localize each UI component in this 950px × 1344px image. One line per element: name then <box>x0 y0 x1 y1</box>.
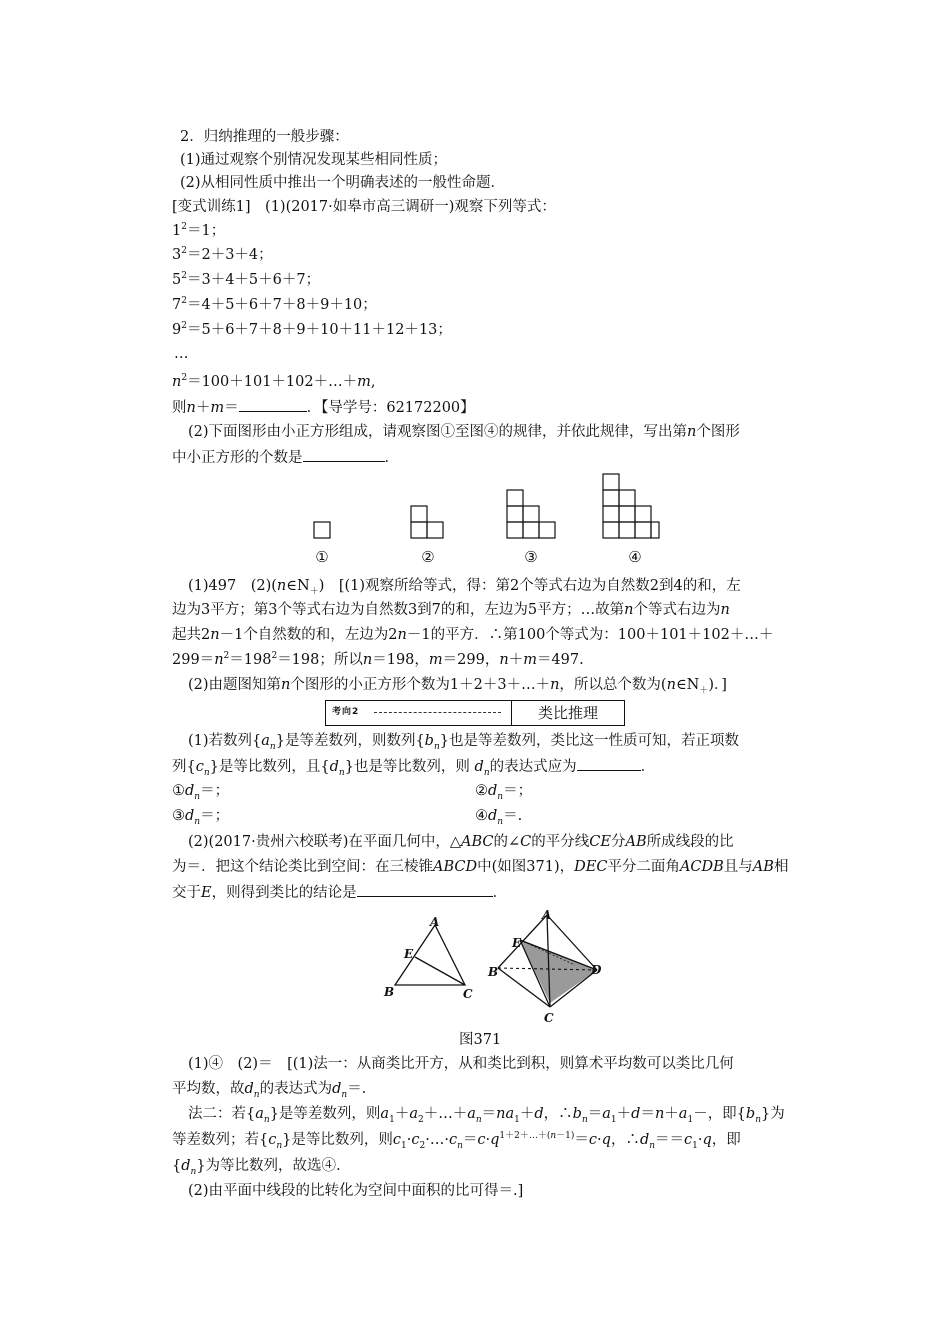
analogy-q1-line2: 列$\{c_n\}$是等比数列，且$\{d_n\}$也是等比数列，则 $d_n$的表达式应为 ． <box>172 756 655 777</box>
label-d-tetra: D <box>591 963 602 977</box>
label-a-triangle: A <box>430 915 440 929</box>
figure-label-2: ② <box>421 548 435 566</box>
section-tag: 考向2 <box>332 707 360 717</box>
equation-nth: $n^2=100+101+102+\dots+m$, <box>172 373 376 390</box>
equation-1: $1^2=1$； <box>172 222 226 239</box>
equation-5: $9^2=5+6+7+8+9+10+11+12+13$； <box>172 321 452 338</box>
option-2: $②d_n=$； <box>475 783 533 802</box>
answer-blank <box>239 397 307 412</box>
answer-b-line5: $\{d_n\}$为等比数列，故选④. <box>172 1158 341 1177</box>
answer-line-1: (1)497 $(2)(n\in N_+)$ [(1)观察所给等式，得：第2个等式右边为自然数2到4的和，左 <box>188 578 741 597</box>
label-a-tetra: A <box>542 908 552 922</box>
option-4: $④d_n=$. <box>475 808 523 827</box>
step-1: (1)通过观察个别情况发现某些相同性质； <box>180 152 448 168</box>
figure-label-1: ① <box>315 548 329 566</box>
question-2-line1: (2)下面图形由小正方形组成，请观察图①至图④的规律，并依此规律，写出第n个图形 <box>188 424 740 440</box>
section-divider <box>374 712 501 713</box>
label-e-tetra: E <box>512 936 522 950</box>
answer-blank <box>577 756 641 771</box>
answer-b-line2: 平均数，故$d_n$的表达式为$d_n=$. <box>172 1081 367 1100</box>
answer-blank <box>357 882 493 897</box>
analogy-q1-line1: (1)若数列$\{a_n\}$是等差数列，则数列$\{b_n\}$也是等差数列，类比这一性质可知，若正项数 <box>188 733 739 752</box>
label-b-tetra: B <box>488 965 499 979</box>
question-2-line2: 中小正方形的个数是 ． <box>172 447 399 468</box>
label-c-tetra: C <box>544 1011 554 1025</box>
section-tag-cell <box>326 701 512 725</box>
equation-3: $5^2=3+4+5+6+7$； <box>172 271 321 288</box>
exercise-intro: [变式训练1] (1)(2017·如皋市高三调研一)观察下列等式： <box>172 199 556 215</box>
answer-line-4: $299=n^2=198^2=198$；所以n＝198，m＝299，n＋m＝497. <box>172 651 584 668</box>
label-c-triangle: C <box>463 987 473 1001</box>
square-pattern-figures <box>300 470 660 570</box>
answer-b-line3: 法二：若$\{a_n\}$是等差数列，则$a_1+a_2+\dots+a_n=na_1+d$，$\therefore b_n=a_1+d=n+a_1-$，即$\{b_n\}$为 <box>188 1106 785 1125</box>
analogy-q2-line2: 为＝．把这个结论类比到空间：在三棱锥ABCD中(如图371)，DEC平分二面角ACDB且与AB相 <box>172 859 789 875</box>
figure-label-4: ④ <box>628 548 642 566</box>
question-1-ask: 则n＋m＝ ．【导学号：62172200】 <box>172 397 475 418</box>
answer-b-line1: (1)④ (2)＝ [(1)法一：从商类比开方，从和类比到积，则算术平均数可以类比几何 <box>188 1056 734 1072</box>
equation-2: $3^2=2+3+4$； <box>172 246 273 263</box>
step-2: (2)从相同性质中推出一个明确表述的一般性命题． <box>180 175 506 191</box>
analogy-q2-line1: (2)(2017·贵州六校联考)在平面几何中，△ABC的∠C的平分线CE分AB所成线段的比 <box>188 834 734 850</box>
answer-blank <box>303 447 385 462</box>
label-b-triangle: B <box>384 985 395 999</box>
answer-line-2: 边为3平方；第3个等式右边为自然数3到7的和，左边为5平方；…故第n个等式右边为n <box>172 602 730 618</box>
figure-label-3: ③ <box>524 548 538 566</box>
answer-b-line4: 等差数列；若$\{c_n\}$是等比数列，则$c_1\cdot c_2\cdot\dots\cdot c_n=c\cdot q^{1+2+\dots+(n-1)}=c\cdot q$，$\therefore d_n==c_1\cdot q$，即 <box>172 1131 741 1151</box>
answer-line-5: (2)由题图知第n个图形的小正方形个数为1＋2＋3＋…＋n，所以总个数为$(n\in N_+)$．] <box>188 677 727 696</box>
analogy-q2-line3: 交于E，则得到类比的结论是 ． <box>172 882 507 903</box>
tetrahedron-abcd <box>498 915 597 1007</box>
section-header <box>325 700 625 726</box>
square <box>314 522 330 538</box>
equation-4: $7^2=4+5+6+7+8+9+10$； <box>172 296 377 313</box>
option-3: $③d_n=$； <box>172 808 230 827</box>
label-e-triangle: E <box>404 947 414 961</box>
option-1: $①d_n=$； <box>172 783 230 802</box>
ellipsis: … <box>174 346 189 362</box>
answer-line-3: 起共2n－1个自然数的和，左边为2n－1的平方．∴第100个等式为：100＋101＋102＋…＋ <box>172 627 774 643</box>
answer-b-line6: (2)由平面中线段的比转化为空间中面积的比可得＝.] <box>188 1183 524 1199</box>
steps-heading: 2．归纳推理的一般步骤： <box>180 129 349 145</box>
section-title: 类比推理 <box>537 704 598 722</box>
figure-caption: 图371 <box>459 1032 502 1048</box>
